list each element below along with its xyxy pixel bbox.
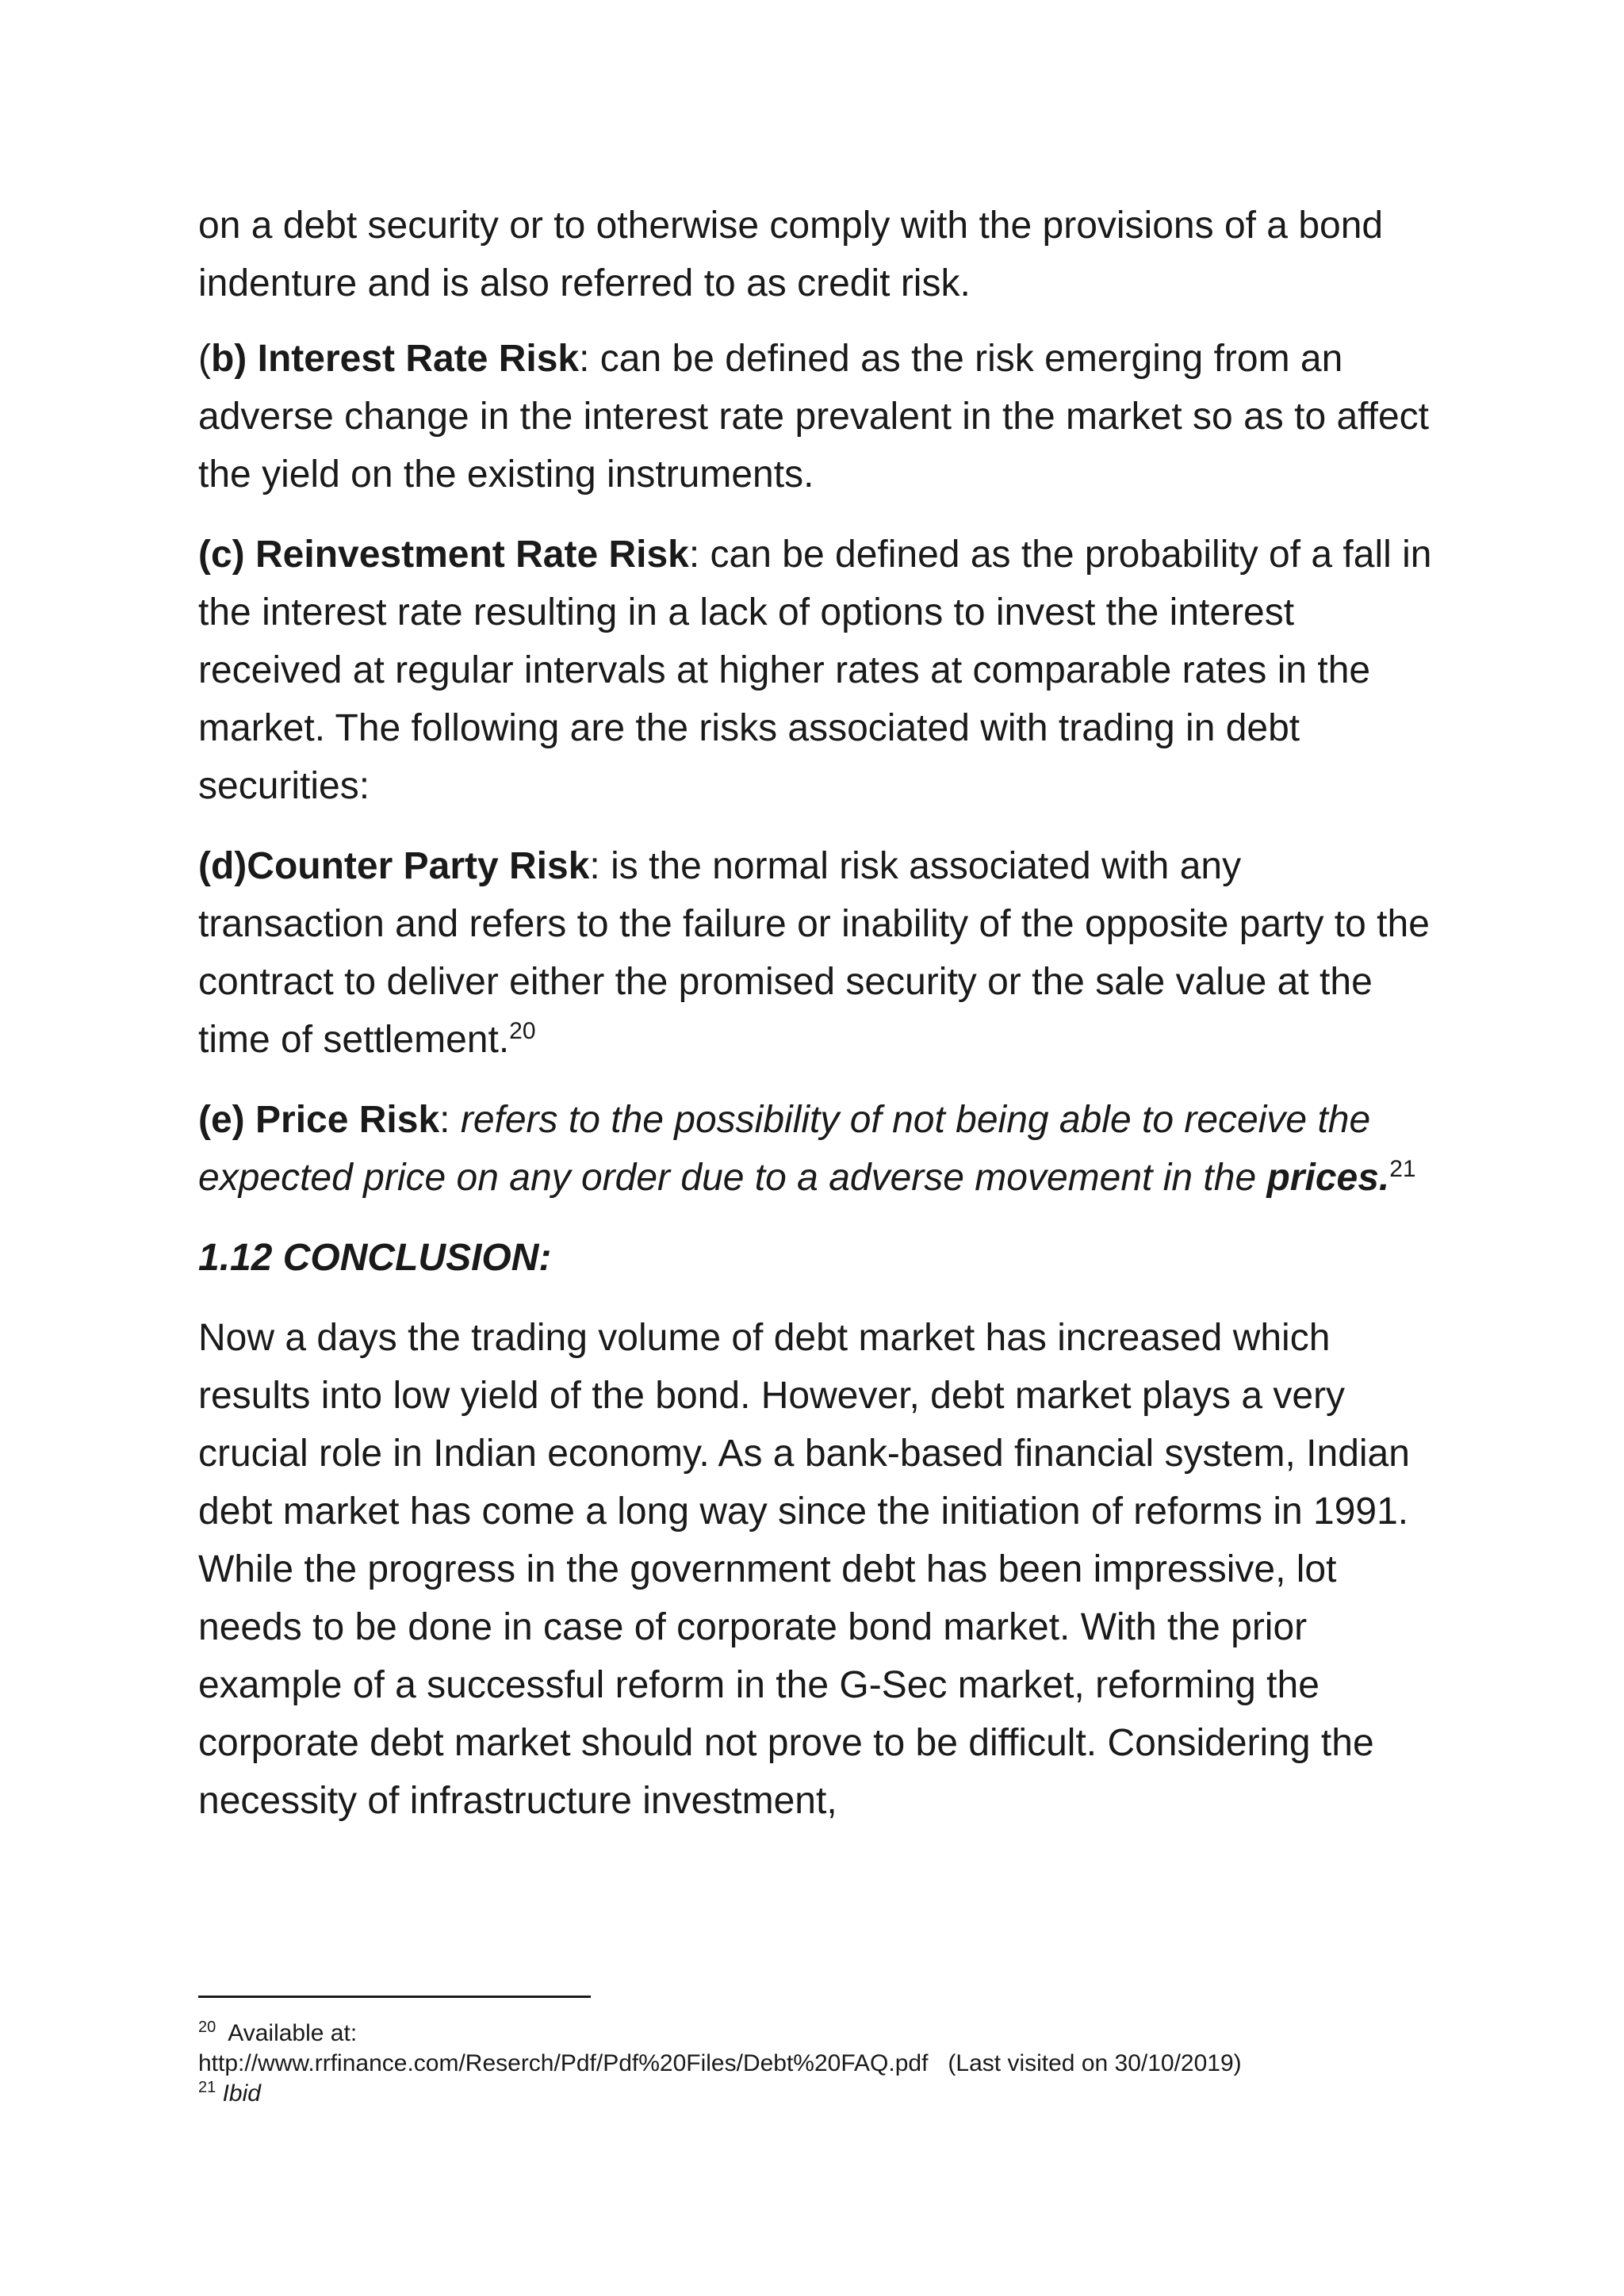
footnote-20: $^{20}$ Available at: (198, 2019, 358, 2046)
footnote-link[interactable]: http://www.rrfinance.com/Reserch/Pdf/Pdf%20Files/Debt%20FAQ.pdf (198, 2050, 929, 2076)
paragraph-conclusion: Now a days the trading volume of debt market has increased which results into low yield of the bond. However, debt market plays a very crucial role in Indian economy. As a bank-based financial system, Indian debt market has come a long way since the initiation of reforms in 1991. While the progress in the government debt has been impressive, lot needs to be done in case of corporate bond market. With the prior example of a successful reform in the G-Sec market, reforming the corporate debt market should not prove to be difficult. Considering the necessity of infrastructure investment, (198, 1317, 1410, 1822)
paragraph-interest-rate-risk: (b) Interest Rate Risk: can be defined as the risk emerging from an adverse change in the interest rate prevalent in the market so as to affect the yield on the existing instruments. (198, 338, 1430, 496)
paragraph-price-risk: (e) Price Risk: refers to the possibility of not being able to receive the expected price on any order due to a adverse movement in the prices.$^{21}$ (198, 1099, 1416, 1199)
term-price-risk: (e) Price Risk (198, 1099, 440, 1141)
term-reinvestment-rate-risk: (c) Reinvestment Rate Risk (198, 534, 689, 576)
paragraph-counter-party-risk: (d)Counter Party Risk: is the normal risk associated with any transaction and refers to the failure or inability of the opposite party to the contract to deliver either the promised security or the sale value at the time of settlement.$^{20}$ (198, 845, 1430, 1061)
section-heading-conclusion: 1.12 CONCLUSION: (198, 1237, 552, 1279)
term-interest-rate-risk: b) Interest Rate Risk (210, 338, 580, 380)
footnote-divider (198, 1996, 591, 1998)
footnote-20-link-line: http://www.rrfinance.com/Reserch/Pdf/Pdf%20Files/Debt%20FAQ.pdf (Last visited on 30/10/2019) (198, 2050, 1242, 2076)
footnote-21: $^{21}$ Ibid (198, 2079, 261, 2107)
footnote-ref-20: 20 (509, 1018, 536, 1044)
paragraph-intro: on a debt security or to otherwise comply with the provisions of a bond indenture and is also referred to as credit risk. (198, 205, 1384, 304)
paragraph-reinvestment-rate-risk: (c) Reinvestment Rate Risk: can be defined as the probability of a fall in the interest rate resulting in a lack of options to invest the interest received at regular intervals at higher rates at comparable rates in the market. The following are the risks associated with trading in debt securities: (198, 534, 1432, 807)
page-body (198, 197, 1435, 1852)
footnotes (198, 1996, 1467, 2109)
term-counter-party-risk: (d)Counter Party Risk (198, 845, 590, 887)
footnote-ref-21: 21 (1389, 1156, 1416, 1182)
